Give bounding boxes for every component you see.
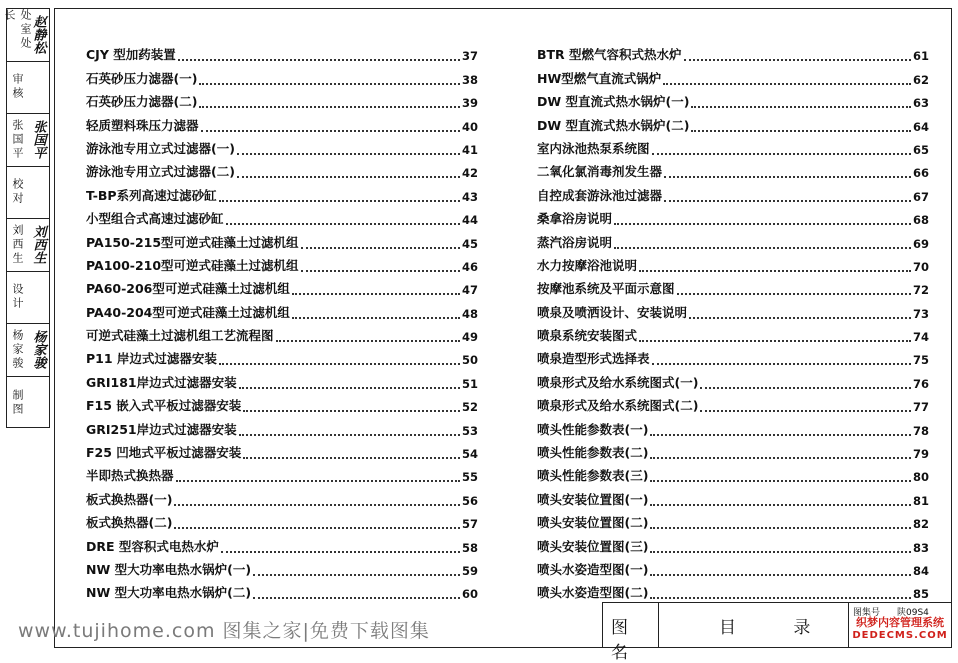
toc-entry-page: 76 [912,376,929,391]
approval-role-label: 制图 [11,388,24,417]
toc-entry [86,391,478,414]
toc-entry-title: GRI251岸边式过滤器安装 [86,421,237,437]
approval-role-label: 刘西生 [11,223,24,266]
toc-entry-title: 室内泳池热泵系统图 [537,140,650,156]
toc-entry [86,180,478,203]
toc-leader-dots [650,527,911,529]
toc-entry-page: 82 [912,517,929,532]
toc-entry-title: NW 型大功率电热水锅炉(一) [86,561,252,577]
toc-leader-dots [276,340,460,342]
toc-entry-title: 喷头性能参数表(三) [537,468,649,484]
toc-entry-title: F15 嵌入式平板过滤器安装 [86,398,242,414]
toc-entry-title: HW型燃气直流式锅炉 [537,70,662,86]
toc-leader-dots [239,387,460,389]
toc-entry [537,578,929,601]
toc-entry [86,461,478,484]
toc-entry-title: 喷头水姿造型图(一) [537,561,649,577]
toc-entry [86,63,478,86]
toc-leader-dots [219,200,460,202]
toc-entry-page: 41 [461,142,478,157]
toc-entry-title: 喷泉形式及给水系统图式(一) [537,374,699,390]
toc-entry-title: 轻质塑料珠压力滤器 [86,117,199,133]
toc-entry-title: 喷头水姿造型图(二) [537,585,649,601]
toc-leader-dots [700,410,911,412]
approval-role-label: 审核 [11,73,24,102]
toc-entry-page: 37 [461,49,478,64]
toc-leader-dots [650,597,911,599]
toc-leader-dots [199,106,460,108]
toc-entry [537,508,929,531]
toc-entry [86,274,478,297]
toc-entry [86,251,478,274]
toc-entry-title: 二氧化氯消毒剂发生器 [537,164,663,180]
toc-entry [537,414,929,437]
toc-entry-page: 39 [461,96,478,111]
toc-leader-dots [650,434,911,436]
approval-cell [7,62,49,115]
toc-entry-page: 48 [461,306,478,321]
toc-leader-dots [614,223,911,225]
toc-leader-dots [301,247,460,249]
toc-entry [537,204,929,227]
toc-entry-title: 水力按摩浴池说明 [537,257,638,273]
toc-entry [86,40,478,63]
toc-entry [537,110,929,133]
toc-leader-dots [201,130,460,132]
approval-signature [27,167,49,219]
toc-entry-page: 42 [461,166,478,181]
toc-leader-dots [664,200,911,202]
cms-watermark-line2: DEDECMS.COM [852,630,948,641]
approval-role-label: 处室处长 [3,9,32,51]
toc-entry-title: 游泳池专用立式过滤器(一) [86,140,235,156]
toc-entry [86,531,478,554]
toc-leader-dots [652,153,911,155]
toc-entry-page: 64 [912,119,929,134]
atlas-number-label: 图集号 [853,608,881,618]
toc-entry [537,40,929,63]
toc-entry-page: 77 [912,400,929,415]
toc-entry [537,134,929,157]
toc-leader-dots [243,410,460,412]
toc-entry-page: 80 [912,470,929,485]
toc-leader-dots [663,83,911,85]
toc-entry-page: 40 [461,119,478,134]
toc-entry-page: 51 [461,376,478,391]
toc-entry [86,297,478,320]
toc-entry-title: PA40-204型可逆式硅藻土过滤机组 [86,304,290,320]
toc-entry-title: 喷头性能参数表(二) [537,445,649,461]
approval-signature: 张国平 [30,120,46,160]
toc-entry-page: 73 [912,306,929,321]
toc-entry-title: 小型组合式高速过滤砂缸 [86,211,224,227]
toc-entry-page: 59 [461,563,478,578]
toc-entry-page: 68 [912,213,929,228]
toc-entry [537,461,929,484]
toc-entry-title: 喷泉及喷洒设计、安装说明 [537,304,688,320]
toc-leader-dots [178,59,460,61]
toc-entry-page: 74 [912,330,929,345]
approval-signature [27,62,49,114]
toc-entry-page: 50 [461,353,478,368]
approval-cell [7,219,49,272]
cms-watermark-line1: 织梦内容管理系统 [856,616,944,629]
toc-entry [86,367,478,390]
toc-leader-dots [614,247,911,249]
toc-leader-dots [243,457,460,459]
toc-entry [86,414,478,437]
toc-entry [86,134,478,157]
toc-leader-dots [639,270,911,272]
approval-cell [7,377,49,430]
site-watermark: www.tujihome.com 图集之家|免费下载图集 [18,620,430,642]
toc-entry-title: 自控成套游泳池过滤器 [537,187,663,203]
toc-entry-title: 游泳池专用立式过滤器(二) [86,164,235,180]
toc-leader-dots [253,574,460,576]
toc-entry-page: 69 [912,236,929,251]
toc-entry [86,87,478,110]
toc-entry-page: 61 [912,49,929,64]
toc-entry [537,367,929,390]
toc-entry-title: PA60-206型可逆式硅藻土过滤机组 [86,281,290,297]
toc-entry-page: 75 [912,353,929,368]
toc-leader-dots [664,176,911,178]
title-name-label: 图 名 [611,618,638,663]
toc-entry [86,555,478,578]
toc-entry-title: 喷泉形式及给水系统图式(二) [537,398,699,414]
toc-leader-dots [237,176,460,178]
approval-role-label: 张国平 [11,118,24,161]
toc-leader-dots [684,59,911,61]
toc-leader-dots [301,270,460,272]
toc-entry-page: 70 [912,259,929,274]
toc-entry-page: 57 [461,517,478,532]
toc-entry [537,63,929,86]
toc-entry [86,227,478,250]
toc-leader-dots [650,551,911,553]
toc-entry [86,508,478,531]
toc-entry-title: NW 型大功率电热水锅炉(二) [86,585,252,601]
toc-entry [537,297,929,320]
toc-entry-page: 58 [461,540,478,555]
toc-entry-page: 65 [912,142,929,157]
toc-entry [537,251,929,274]
toc-entry-title: 喷头安装位置图(二) [537,515,649,531]
toc-entry-title: 喷泉系统安装图式 [537,328,638,344]
toc-entry-title: 喷头安装位置图(三) [537,538,649,554]
toc-entry-title: 桑拿浴房说明 [537,211,613,227]
toc-entry [537,227,929,250]
toc-entry [86,157,478,180]
toc-entry-page: 79 [912,447,929,462]
toc-entry [537,484,929,507]
toc-entry-page: 54 [461,447,478,462]
toc-entry-title: DW 型直流式热水锅炉(一) [537,94,690,110]
approval-signature [27,272,49,324]
toc-entry [537,157,929,180]
title-name-value: 目 录 [719,618,837,638]
toc-entry-title: DRE 型容积式电热水炉 [86,538,219,554]
toc-entry-page: 84 [912,563,929,578]
toc-entry [86,321,478,344]
toc-entry-page: 66 [912,166,929,181]
toc-leader-dots [652,363,911,365]
toc-entry-title: 按摩池系统及平面示意图 [537,281,675,297]
toc-entry-title: 板式换热器(一) [86,491,173,507]
toc-entry-title: DW 型直流式热水锅炉(二) [537,117,690,133]
toc-entry-title: 半即热式换热器 [86,468,174,484]
atlas-number-value: 陕09S4 [897,608,929,618]
toc-entry-page: 85 [912,587,929,602]
toc-left-column [86,40,478,601]
toc-entry-title: PA100-210型可逆式硅藻土过滤机组 [86,257,299,273]
toc-entry [86,484,478,507]
toc-entry-title: 石英砂压力滤器(一) [86,70,198,86]
toc-leader-dots [292,317,460,319]
toc-entry-page: 47 [461,283,478,298]
approval-role-label: 校对 [11,178,24,207]
approval-signature: 刘西生 [30,225,46,265]
toc-leader-dots [691,106,911,108]
toc-leader-dots [253,597,460,599]
toc-entry-title: BTR 型燃气容积式热水炉 [537,47,682,63]
toc-leader-dots [199,83,460,85]
toc-entry [86,578,478,601]
toc-entry [86,110,478,133]
approval-cell [7,324,49,377]
approval-cell [7,272,49,325]
toc-leader-dots [691,130,911,132]
toc-entry-page: 60 [461,587,478,602]
toc-entry-page: 78 [912,423,929,438]
toc-entry [537,438,929,461]
toc-entry-title: CJY 型加药装置 [86,47,176,63]
approval-role-label: 设计 [11,283,24,312]
toc-leader-dots [174,504,460,506]
toc-entry [86,344,478,367]
toc-leader-dots [677,293,911,295]
toc-entry [86,204,478,227]
toc-entry-title: GRI181岸边式过滤器安装 [86,374,237,390]
toc-entry-page: 45 [461,236,478,251]
toc-entry-page: 83 [912,540,929,555]
toc-entry-page: 52 [461,400,478,415]
toc-leader-dots [219,363,460,365]
toc-entry-page: 81 [912,493,929,508]
toc-entry-title: T-BP系列高速过滤砂缸 [86,187,217,203]
toc-entry-page: 55 [461,470,478,485]
toc-leader-dots [689,317,911,319]
toc-entry-title: 喷头安装位置图(一) [537,491,649,507]
toc-entry-title: PA150-215型可逆式硅藻土过滤机组 [86,234,299,250]
toc-leader-dots [650,480,911,482]
toc-leader-dots [650,457,911,459]
toc-entry-title: 蒸汽浴房说明 [537,234,613,250]
toc-entry-page: 53 [461,423,478,438]
toc-leader-dots [650,574,911,576]
toc-leader-dots [176,480,460,482]
toc-entry-title: F25 凹地式平板过滤器安装 [86,445,242,461]
toc-leader-dots [221,551,460,553]
toc-leader-dots [639,340,911,342]
toc-leader-dots [700,387,911,389]
toc-entry [537,391,929,414]
approval-signature [27,377,49,430]
toc-entry-title: 石英砂压力滤器(二) [86,94,198,110]
toc-entry-page: 49 [461,330,478,345]
approval-strip [3,8,50,428]
toc-entry-title: 板式换热器(二) [86,515,173,531]
toc-leader-dots [174,527,460,529]
toc-leader-dots [237,153,460,155]
approval-signature: 赵静松 [30,15,46,55]
toc-leader-dots [292,293,460,295]
toc-right-column [537,40,929,601]
toc-entry [86,438,478,461]
toc-entry-page: 63 [912,96,929,111]
toc-entry-page: 43 [461,189,478,204]
toc-entry [537,321,929,344]
approval-cell [7,167,49,220]
toc-entry [537,555,929,578]
toc-leader-dots [239,434,460,436]
toc-entry [537,531,929,554]
toc-entry [537,87,929,110]
toc-entry-page: 62 [912,72,929,87]
toc-entry [537,344,929,367]
approval-role-label: 杨家骏 [11,328,24,371]
toc-entry-page: 38 [461,72,478,87]
toc-entry-title: 可逆式硅藻土过滤机组工艺流程图 [86,328,274,344]
toc-entry-page: 67 [912,189,929,204]
toc-entry-title: 喷泉造型形式选择表 [537,351,650,367]
toc-entry [537,180,929,203]
toc-entry-page: 44 [461,213,478,228]
toc-entry-page: 56 [461,493,478,508]
toc-entry-page: 46 [461,259,478,274]
toc-entry-title: 喷头性能参数表(一) [537,421,649,437]
toc-leader-dots [650,504,911,506]
toc-entry-page: 72 [912,283,929,298]
approval-cell [7,114,49,167]
toc-entry-title: P11 岸边式过滤器安装 [86,351,217,367]
toc-entry [537,274,929,297]
cms-watermark [847,614,953,641]
toc-leader-dots [226,223,460,225]
approval-cell [3,9,49,62]
approval-signature: 杨家骏 [30,330,46,370]
